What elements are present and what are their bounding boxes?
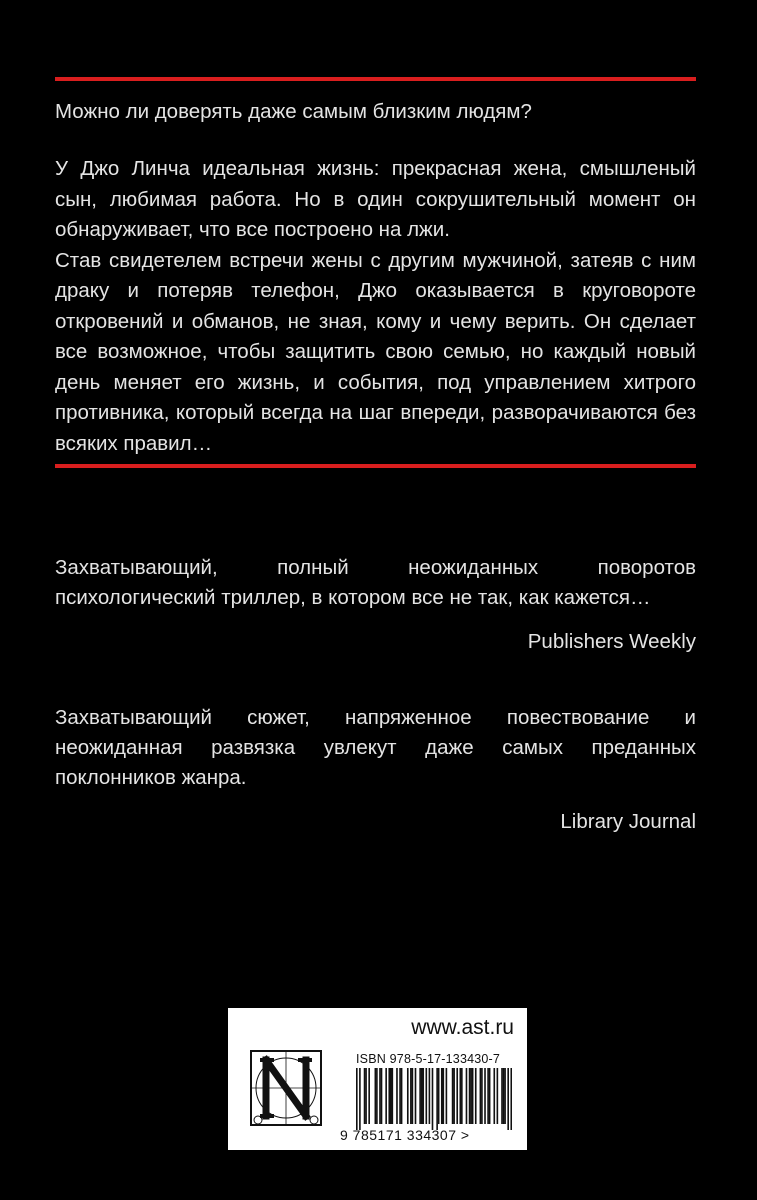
barcode-bar <box>443 1068 445 1124</box>
barcode-bar <box>461 1068 463 1124</box>
barcode-bar <box>356 1068 358 1130</box>
barcode-bar <box>385 1068 387 1124</box>
barcode-bar <box>510 1068 512 1130</box>
barcode-panel <box>228 1008 527 1150</box>
barcode-bar <box>365 1068 367 1124</box>
barcode-bar <box>359 1068 361 1130</box>
barcode-bar <box>446 1068 448 1124</box>
bottom-red-divider <box>55 464 696 468</box>
barcode-bar <box>441 1068 443 1124</box>
review-text: Захватывающий, полный неожиданных поворотов психологический триллер, в котором все не так, как кажется… <box>55 556 696 609</box>
tagline-question: Можно ли доверять даже самым близким людям? <box>55 100 532 123</box>
barcode-bar <box>410 1068 412 1124</box>
barcode-bar <box>432 1068 434 1130</box>
barcode-bar <box>396 1068 398 1124</box>
barcode-bar <box>470 1068 472 1124</box>
barcode-bar <box>501 1068 503 1124</box>
barcode-bar <box>453 1068 455 1124</box>
barcode-bar <box>497 1068 499 1124</box>
barcode-bar <box>388 1068 390 1124</box>
publisher-website: www.ast.ru <box>411 1016 514 1039</box>
barcode-bar <box>456 1068 458 1124</box>
barcode-bar <box>412 1068 414 1124</box>
barcode-bar <box>436 1068 438 1130</box>
publisher-logo-icon <box>250 1050 322 1126</box>
barcode-bar <box>422 1068 424 1124</box>
barcode-bar <box>503 1068 505 1124</box>
blurb-paragraph-2: Став свидетелем встречи жены с другим мужчиной, затеяв с ним драку и потеряв телефон, Джо оказывается в круговороте откровений и обманов, не зная, кому и чему верить. Он сделает все возможное, чтобы защитить свою семью, но каждый новый день меняет его жизнь, и события, под управлением хитрого противника, который всегда на шаг впереди, разворачиваются без всяких правил… <box>55 248 696 455</box>
barcode-bar <box>379 1068 381 1124</box>
blurb-paragraph-1: У Джо Линча идеальная жизнь: прекрасная жена, смышленый сын, любимая работа. Но в один сокрушительный момент он обнаруживает, что все построено на лжи. <box>55 157 696 241</box>
barcode-bar <box>401 1068 403 1124</box>
barcode-bar <box>368 1068 370 1124</box>
barcode-bar <box>493 1068 495 1124</box>
barcode-bar <box>392 1068 394 1124</box>
barcode-bar <box>364 1068 366 1124</box>
barcode-bar <box>472 1068 474 1124</box>
barcode-bar <box>469 1068 471 1124</box>
barcode-bar <box>475 1068 477 1124</box>
barcode-bar <box>481 1068 483 1124</box>
barcode-bar <box>438 1068 440 1124</box>
barcode-bar <box>390 1068 392 1124</box>
review-source: Publishers Weekly <box>527 630 696 653</box>
barcode-bar <box>415 1068 417 1124</box>
barcode-bar <box>421 1068 423 1124</box>
review-library-journal <box>55 703 696 837</box>
barcode-bar <box>381 1068 383 1124</box>
book-blurb <box>55 154 696 459</box>
barcode-bar <box>429 1068 431 1124</box>
review-source: Library Journal <box>560 810 696 833</box>
barcode-number: 9 785171 334307 > <box>340 1127 470 1143</box>
barcode-bar <box>376 1068 378 1124</box>
barcode-bar <box>466 1068 468 1124</box>
review-text: Захватывающий сюжет, напряженное повествование и неожиданная развязка увлекут даже самых преданных поклонников жанра. <box>55 706 696 789</box>
barcode-bar <box>399 1068 401 1124</box>
barcode-bar <box>489 1068 491 1124</box>
barcode-bars <box>356 1068 512 1130</box>
isbn-label: ISBN 978-5-17-133430-7 <box>356 1052 501 1066</box>
barcode-bar <box>484 1068 486 1124</box>
barcode-bar <box>375 1068 377 1124</box>
review-publishers-weekly <box>55 553 696 657</box>
barcode-bar <box>487 1068 489 1124</box>
barcode-bar <box>426 1068 428 1124</box>
barcode-bar <box>507 1068 509 1130</box>
top-red-divider <box>55 77 696 81</box>
barcode-bar <box>419 1068 421 1124</box>
barcode-bar <box>504 1068 506 1124</box>
barcode-bar <box>452 1068 454 1124</box>
barcode-bar <box>407 1068 409 1124</box>
barcode-bar <box>480 1068 482 1124</box>
barcode-bar <box>459 1068 461 1124</box>
